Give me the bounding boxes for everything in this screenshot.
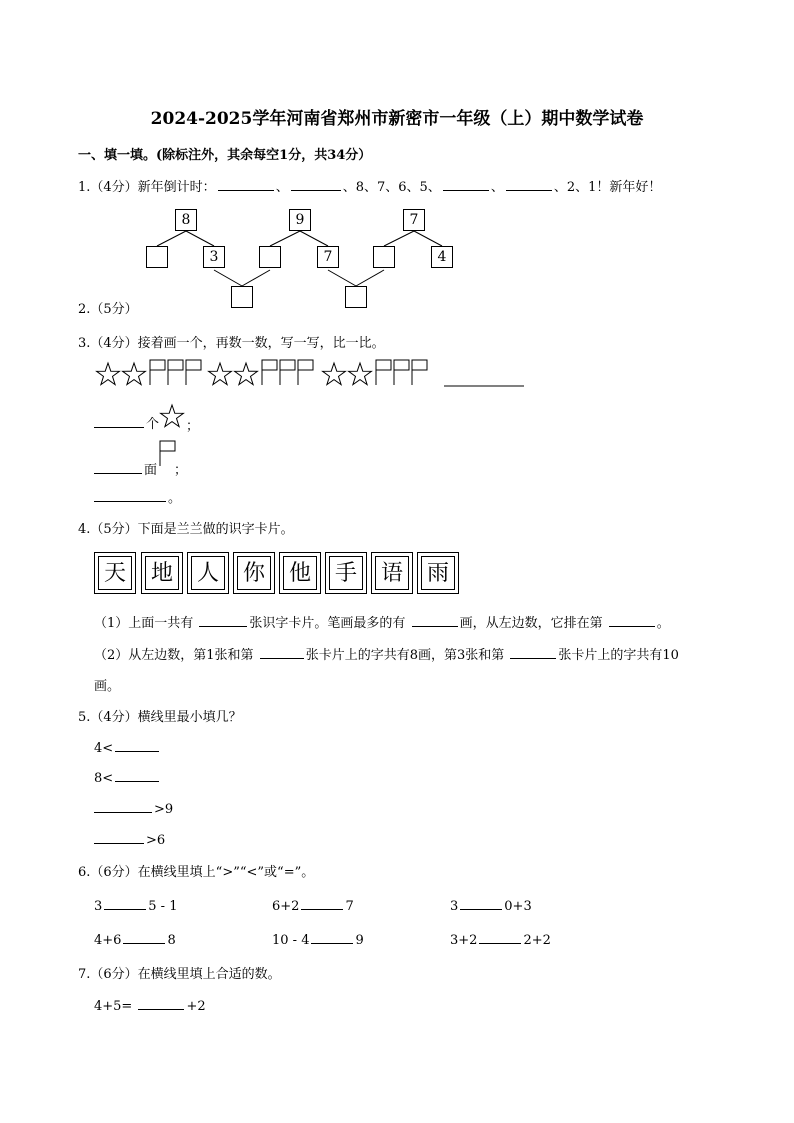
flag-icon xyxy=(150,360,165,385)
q4-p1-text: 。 xyxy=(656,616,670,631)
q4-p2-text: 张卡片上的字共有8画，第3张和第 xyxy=(305,648,505,663)
flag-icon xyxy=(376,360,391,385)
tree-mid-box: 3 xyxy=(203,246,225,268)
q4-part1 xyxy=(94,612,670,631)
q6-item xyxy=(272,896,354,914)
q3-blank-star[interactable] xyxy=(94,414,144,428)
q5-expr: >9 xyxy=(154,802,174,817)
section-heading: 一、填一填。(除标注外，其余每空1分，共34分） xyxy=(78,148,372,163)
q5-expr: 8< xyxy=(94,771,114,786)
q4-part2 xyxy=(94,644,679,663)
q6-item xyxy=(450,896,532,914)
q5-line-3 xyxy=(92,799,173,817)
star-icon xyxy=(349,363,372,385)
q3-blank-compare[interactable] xyxy=(94,488,166,502)
q6-blank[interactable] xyxy=(104,896,146,910)
q4-blank-2[interactable] xyxy=(412,613,458,627)
star-icon xyxy=(235,363,258,385)
tree-top-box: 9 xyxy=(289,209,311,231)
q7-blank[interactable] xyxy=(138,996,184,1010)
q5-blank[interactable] xyxy=(115,738,159,752)
flag-icon xyxy=(262,360,277,385)
question-4-label: 4.（5分）下面是兰兰做的识字卡片。 xyxy=(78,522,294,537)
q4-p1-text: 画，从左边数，它排在第 xyxy=(459,616,603,631)
q6-right: 7 xyxy=(345,899,354,914)
q6-right: 9 xyxy=(355,933,364,948)
q6-item xyxy=(94,930,176,948)
q1-prefix: 1.（4分）新年倒计时： xyxy=(78,180,216,195)
tree-mid-box: 7 xyxy=(317,246,339,268)
star-icon xyxy=(123,363,146,385)
q7-right: +2 xyxy=(186,999,206,1014)
q3-flag-count xyxy=(92,459,157,478)
q6-item xyxy=(272,930,364,948)
question-7-label: 7.（6分）在横线里填上合适的数。 xyxy=(78,967,281,982)
q4-p1-text: 张识字卡片。笔画最多的有 xyxy=(249,616,406,631)
q6-left: 6+2 xyxy=(272,899,300,914)
card-char: 语 xyxy=(375,556,409,590)
character-card xyxy=(371,552,413,594)
character-card xyxy=(187,552,229,594)
card-char: 手 xyxy=(329,556,363,590)
q3-unit-star: 个 xyxy=(146,417,160,432)
card-char: 雨 xyxy=(421,556,455,590)
q4-blank-4[interactable] xyxy=(260,645,304,659)
q3-star-count xyxy=(92,413,159,432)
q6-blank[interactable] xyxy=(311,930,353,944)
q5-line-1 xyxy=(94,738,161,756)
q7-left: 4+5= xyxy=(94,999,133,1014)
card-char: 地 xyxy=(145,556,179,590)
q3-compare xyxy=(92,487,181,506)
question-3-label: 3.（4分）接着画一个，再数一数，写一写，比一比。 xyxy=(78,336,385,351)
q1-middle: 8、7、6、5、 xyxy=(355,180,441,195)
question-2-label: 2.（5分） xyxy=(78,302,138,317)
q3-blank-flag[interactable] xyxy=(94,460,142,474)
star-icon xyxy=(161,405,184,427)
q4-blank-5[interactable] xyxy=(510,645,556,659)
star-icon xyxy=(323,363,346,385)
flag-icon xyxy=(298,360,313,385)
q5-blank[interactable] xyxy=(94,799,152,813)
q4-p1-text: （1）上面一共有 xyxy=(94,616,194,631)
q5-expr: >6 xyxy=(146,833,166,848)
q3-period: 。 xyxy=(168,491,182,506)
q6-right: 0+3 xyxy=(504,899,532,914)
q3-semicolon: ； xyxy=(186,419,200,434)
q4-blank-1[interactable] xyxy=(199,613,247,627)
q5-line-2 xyxy=(94,768,161,786)
card-char: 天 xyxy=(98,556,132,590)
q6-item xyxy=(450,930,551,948)
q6-left: 10 - 4 xyxy=(272,933,310,948)
tree-top-box: 7 xyxy=(403,209,425,231)
flag-icon xyxy=(394,360,409,385)
q4-blank-3[interactable] xyxy=(609,613,655,627)
q6-left: 3 xyxy=(450,899,459,914)
q1-separator: 、 xyxy=(275,180,289,195)
question-5-label: 5.（4分）横线里最小填几？ xyxy=(78,710,242,725)
q4-part2-end: 画。 xyxy=(94,679,121,694)
card-char: 人 xyxy=(191,556,225,590)
q1-suffix: 2、1！新年好！ xyxy=(566,180,662,195)
q6-blank[interactable] xyxy=(301,896,343,910)
flag-icon xyxy=(160,441,175,466)
character-card xyxy=(417,552,459,594)
q6-right: 2+2 xyxy=(523,933,551,948)
card-char: 你 xyxy=(237,556,271,590)
q1-separator: 、 xyxy=(490,180,504,195)
q6-left: 3+2 xyxy=(450,933,478,948)
q6-right: 5 - 1 xyxy=(148,899,178,914)
q1-separator: 、 xyxy=(342,180,356,195)
q6-blank[interactable] xyxy=(479,930,521,944)
q6-item xyxy=(94,896,177,914)
q6-left: 3 xyxy=(94,899,103,914)
character-card xyxy=(141,552,183,594)
star-icon xyxy=(97,363,120,385)
q6-blank[interactable] xyxy=(460,896,502,910)
q6-blank[interactable] xyxy=(123,930,165,944)
question-6-label: 6.（6分）在横线里填上“>”“<”或“=”。 xyxy=(78,865,315,880)
flag-icon xyxy=(186,360,201,385)
card-char: 他 xyxy=(283,556,317,590)
q3-semicolon: ； xyxy=(174,463,188,478)
q5-line-4 xyxy=(92,830,165,848)
q6-right: 8 xyxy=(167,933,176,948)
q1-separator: 、 xyxy=(553,180,567,195)
q5-expr: 4< xyxy=(94,741,114,756)
q4-p2-text: （2）从左边数，第1张和第 xyxy=(94,648,254,663)
page-title: 2024-2025学年河南省郑州市新密市一年级（上）期中数学试卷 xyxy=(150,109,644,129)
q5-blank[interactable] xyxy=(94,830,144,844)
character-card xyxy=(279,552,321,594)
q7-expression xyxy=(94,996,206,1014)
character-card xyxy=(325,552,367,594)
flag-icon xyxy=(412,360,427,385)
star-icon xyxy=(209,363,232,385)
tree-mid-box: 4 xyxy=(431,246,453,268)
tree-top-box: 8 xyxy=(175,209,197,231)
q5-blank[interactable] xyxy=(115,768,159,782)
character-card xyxy=(233,552,275,594)
character-card xyxy=(94,552,136,594)
flag-icon xyxy=(280,360,295,385)
q4-p2-text: 张卡片上的字共有10 xyxy=(558,648,679,663)
flag-icon xyxy=(168,360,183,385)
q6-left: 4+6 xyxy=(94,933,122,948)
q3-unit-flag: 面 xyxy=(144,463,158,478)
